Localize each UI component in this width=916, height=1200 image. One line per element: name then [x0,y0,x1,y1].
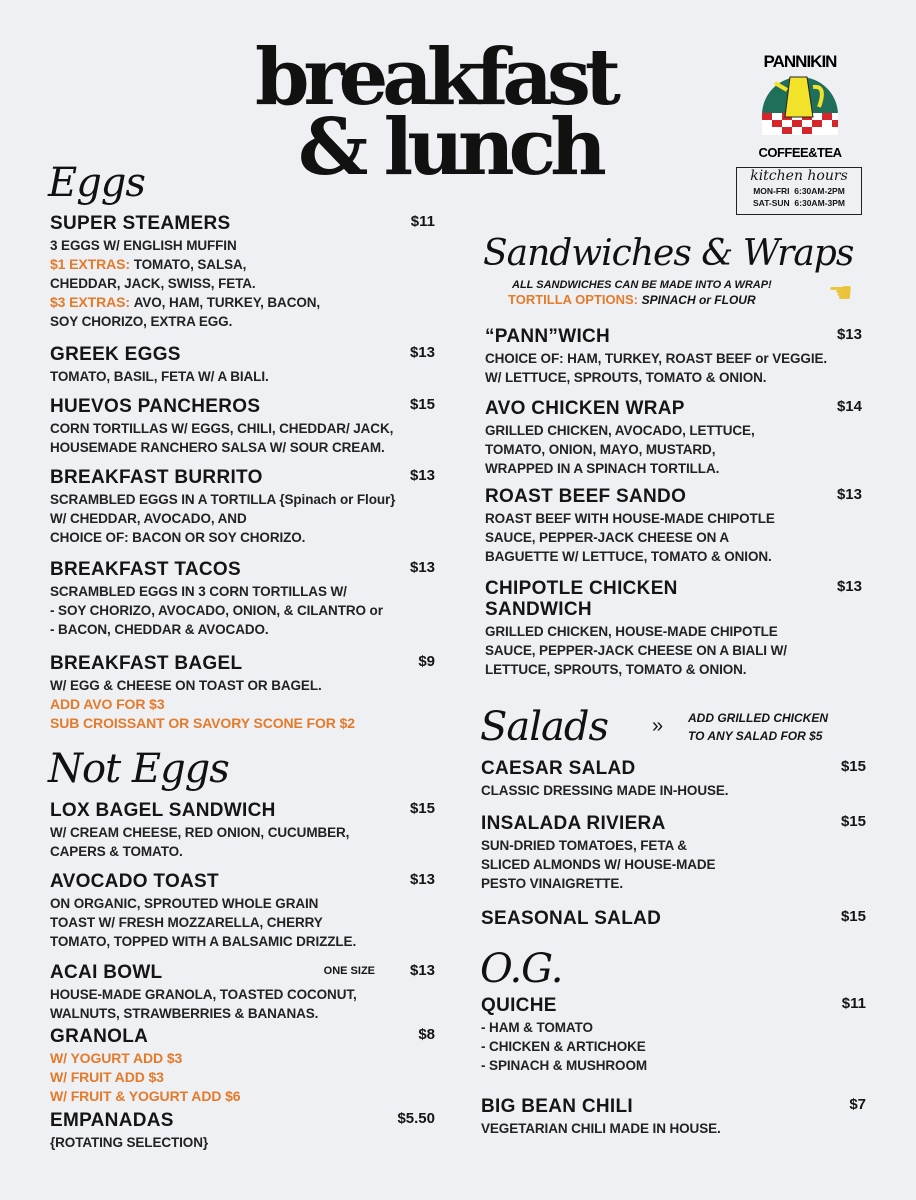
section-heading-not-eggs: Not Eggs [48,746,229,792]
description-line [485,528,862,547]
menu-item [50,213,435,331]
tortilla-options-label: TORTILLA OPTIONS: [508,292,642,307]
description-text: SOY CHORIZO, EXTRA EGG. [50,314,233,329]
description-text: SCRAMBLED EGGS IN 3 CORN TORTILLAS W/ [50,584,347,599]
tortilla-options-value: SPINACH or FLOUR [641,293,756,307]
description-text: - SPINACH & MUSHROOM [481,1058,647,1073]
item-description [50,236,435,331]
menu-item [50,396,435,457]
item-name: BIG BEAN CHILI [481,1096,633,1117]
pointing-hand-icon: ☚ [828,277,854,308]
item-price: $13 [836,486,862,503]
description-text: LETTUCE, SPROUTS, TOMATO & ONION. [485,662,747,677]
item-name-cont: SANDWICH [485,599,592,620]
description-text: HOUSEMADE RANCHERO SALSA W/ SOUR CREAM. [50,440,385,455]
extras-label: W/ YOGURT ADD $3 [50,1050,183,1066]
description-text: CHEDDAR, JACK, SWISS, FETA. [50,276,256,291]
description-text: GRILLED CHICKEN, HOUSE-MADE CHIPOTLE [485,624,778,639]
section-heading-eggs: Eggs [48,160,145,206]
description-text: - HAM & TOMATO [481,1020,593,1035]
description-text: - CHICKEN & ARTICHOKE [481,1039,646,1054]
kitchen-hours-box [736,167,862,215]
item-price: $13 [836,326,862,343]
item-price: $11 [841,995,866,1012]
description-line [50,913,435,932]
menu-item [481,758,866,800]
description-text: 3 EGGS W/ ENGLISH MUFFIN [50,238,237,253]
menu-item [50,962,435,1023]
description-text: - SOY CHORIZO, AVOCADO, ONION, & CILANTRO or [50,603,383,618]
description-line [485,547,862,566]
description-text: CAPERS & TOMATO. [50,844,183,859]
menu-item [50,653,435,733]
extras-label: W/ FRUIT ADD $3 [50,1069,164,1085]
description-text: WRAPPED IN A SPINACH TORTILLA. [485,461,720,476]
menu-item [481,813,866,893]
item-description [50,419,435,457]
description-text: {ROTATING SELECTION} [50,1135,209,1150]
item-price: $13 [409,962,435,979]
description-line [481,855,866,874]
description-line [50,274,435,293]
item-price: $9 [418,653,435,670]
item-description [50,1049,435,1106]
item-name: SEASONAL SALAD [481,908,662,929]
description-line [485,509,862,528]
description-text: CLASSIC DRESSING MADE IN-HOUSE. [481,783,729,798]
menu-item [485,326,862,387]
item-price: $13 [409,344,435,361]
description-line [50,528,435,547]
description-text: CORN TORTILLAS W/ EGGS, CHILI, CHEDDAR/ JACK, [50,421,394,436]
item-description [50,985,435,1023]
salad-note-2: TO ANY SALAD FOR $5 [688,729,823,743]
item-description [50,490,435,547]
description-line [485,368,862,387]
description-line [50,842,435,861]
description-line [50,676,435,695]
item-price: $15 [840,758,866,775]
description-line [50,894,435,913]
description-text: TOMATO, SALSA, [133,257,247,272]
description-text: TOAST W/ FRESH MOZZARELLA, CHERRY [50,915,323,930]
description-text: BAGUETTE W/ LETTUCE, TOMATO & ONION. [485,549,772,564]
description-line [50,985,435,1004]
description-line [485,622,862,641]
description-text: W/ CREAM CHEESE, RED ONION, CUCUMBER, [50,825,350,840]
menu-item [50,467,435,547]
extras-label: SUB CROISSANT OR SAVORY SCONE FOR $2 [50,715,355,731]
item-price: $15 [409,800,435,817]
description-text: TOMATO, ONION, MAYO, MUSTARD, [485,442,716,457]
item-price: $7 [849,1096,866,1113]
description-line [481,1056,866,1075]
description-text: SLICED ALMONDS W/ HOUSE-MADE [481,857,716,872]
description-text: PESTO VINAIGRETTE. [481,876,623,891]
description-line [485,421,862,440]
item-description [485,349,862,387]
description-line [50,932,435,951]
pannikin-logo [757,45,843,170]
item-name: AVOCADO TOAST [50,871,219,892]
item-name: “PANN”WICH [485,326,611,347]
item-price: $8 [418,1026,435,1043]
description-text: AVO, HAM, TURKEY, BACON, [133,295,321,310]
description-line [50,1068,435,1087]
item-name: QUICHE [481,995,557,1016]
extras-label: $3 EXTRAS: [50,294,134,310]
salad-note-1: ADD GRILLED CHICKEN [688,711,828,725]
item-price: $15 [840,908,866,925]
item-description [481,836,866,893]
description-line [481,836,866,855]
description-line [50,293,435,312]
section-heading-sandwiches: Sandwiches & Wraps [483,233,854,274]
description-line [485,660,862,679]
item-name: SUPER STEAMERS [50,213,231,234]
item-description [50,1133,435,1152]
description-text: - BACON, CHEDDAR & AVOCADO. [50,622,269,637]
description-line [50,1133,435,1152]
item-description [481,781,866,800]
description-text: SAUCE, PEPPER-JACK CHEESE ON A BIALI W/ [485,643,787,658]
item-name: LOX BAGEL SANDWICH [50,800,276,821]
description-text: W/ CHEDDAR, AVOCADO, AND [50,511,247,526]
menu-item [481,1096,866,1138]
item-size: ONE SIZE [323,965,375,977]
description-line [50,620,435,639]
item-price: $13 [409,559,435,576]
menu-title-lunch: & lunch [298,102,601,193]
section-heading-og: O.G. [480,946,563,992]
item-name: CHIPOTLE CHICKEN [485,578,678,599]
description-line [50,1004,435,1023]
item-description [50,823,435,861]
description-text: TOMATO, TOPPED WITH A BALSAMIC DRIZZLE. [50,934,357,949]
description-line [485,459,862,478]
description-text: SUN-DRIED TOMATOES, FETA & [481,838,687,853]
tortilla-options [508,293,756,307]
item-name: EMPANADAS [50,1110,174,1131]
description-text: ON ORGANIC, SPROUTED WHOLE GRAIN [50,896,319,911]
description-text: GRILLED CHICKEN, AVOCADO, LETTUCE, [485,423,755,438]
extras-label: $1 EXTRAS: [50,256,134,272]
description-line [481,1119,866,1138]
description-line [50,367,435,386]
description-text: W/ LETTUCE, SPROUTS, TOMATO & ONION. [485,370,767,385]
menu-item [50,344,435,386]
description-line [50,1049,435,1068]
description-line [481,1018,866,1037]
description-line [50,695,435,714]
item-name: ACAI BOWL [50,962,163,983]
description-line [485,349,862,368]
item-name: GREEK EGGS [50,344,181,365]
description-line [50,419,435,438]
extras-label: W/ FRUIT & YOGURT ADD $6 [50,1088,241,1104]
item-name: BREAKFAST BURRITO [50,467,263,488]
menu-item [50,871,435,951]
description-line [485,440,862,459]
description-text: VEGETARIAN CHILI MADE IN HOUSE. [481,1121,721,1136]
description-text: WALNUTS, STRAWBERRIES & BANANAS. [50,1006,319,1021]
item-description [481,1018,866,1075]
description-line [50,601,435,620]
item-name: GRANOLA [50,1026,149,1047]
description-line [481,1037,866,1056]
description-line [50,438,435,457]
menu-item [481,995,866,1075]
description-line [50,490,435,509]
item-price: $14 [836,398,862,415]
menu-item [50,1026,435,1106]
description-line [50,582,435,601]
menu-title-breakfast: breakfast [255,32,615,123]
logo-subtitle: COFFEE&TEA [758,145,842,160]
menu-item [481,908,866,931]
item-description [50,894,435,951]
item-description [485,421,862,478]
hours-weekend: SAT-SUN 6:30AM-3PM [753,198,845,208]
description-text: CHOICE OF: HAM, TURKEY, ROAST BEEF or VEGGIE. [485,351,828,366]
description-line [50,255,435,274]
description-text: TOMATO, BASIL, FETA W/ A BIALI. [50,369,269,384]
description-line [481,781,866,800]
item-price: $15 [840,813,866,830]
item-price: $5.50 [397,1110,435,1127]
description-line [50,823,435,842]
description-line [485,641,862,660]
item-description [50,367,435,386]
item-price: $11 [410,213,435,230]
description-text: ROAST BEEF WITH HOUSE-MADE CHIPOTLE [485,511,775,526]
item-name: BREAKFAST BAGEL [50,653,243,674]
item-name: BREAKFAST TACOS [50,559,241,580]
item-description [50,582,435,639]
item-name: INSALADA RIVIERA [481,813,666,834]
description-text: SCRAMBLED EGGS IN A TORTILLA {Spinach or Flour} [50,492,396,507]
item-description [485,622,862,679]
item-price: $13 [409,871,435,888]
wrap-note: ALL SANDWICHES CAN BE MADE INTO A WRAP! [512,279,772,291]
double-chevron-icon: » [652,715,664,737]
description-text: HOUSE-MADE GRANOLA, TOASTED COCONUT, [50,987,357,1002]
kitchen-hours-label: kitchen hours [750,168,848,184]
item-price: $13 [409,467,435,484]
hours-weekday: MON-FRI 6:30AM-2PM [753,186,845,196]
description-line [50,1087,435,1106]
menu-item [50,559,435,639]
description-line [50,236,435,255]
menu-item [485,578,862,679]
description-line [481,874,866,893]
item-price: $15 [409,396,435,413]
menu-item [485,398,862,478]
item-price: $13 [836,578,862,595]
description-line [50,714,435,733]
section-heading-salads: Salads [480,704,609,750]
svg-text:PANNIKIN: PANNIKIN [763,52,837,71]
description-line [50,509,435,528]
description-text: SAUCE, PEPPER-JACK CHEESE ON A [485,530,730,545]
item-description [485,509,862,566]
item-name: ROAST BEEF SANDO [485,486,687,507]
extras-label: ADD AVO FOR $3 [50,696,165,712]
item-name: HUEVOS PANCHEROS [50,396,261,417]
item-name: CAESAR SALAD [481,758,636,779]
item-name: AVO CHICKEN WRAP [485,398,685,419]
menu-item [50,1110,435,1152]
description-text: W/ EGG & CHEESE ON TOAST OR BAGEL. [50,678,322,693]
item-description [481,1119,866,1138]
description-line [50,312,435,331]
menu-item [50,800,435,861]
description-text: CHOICE OF: BACON OR SOY CHORIZO. [50,530,306,545]
item-description [50,676,435,733]
menu-item [485,486,862,566]
